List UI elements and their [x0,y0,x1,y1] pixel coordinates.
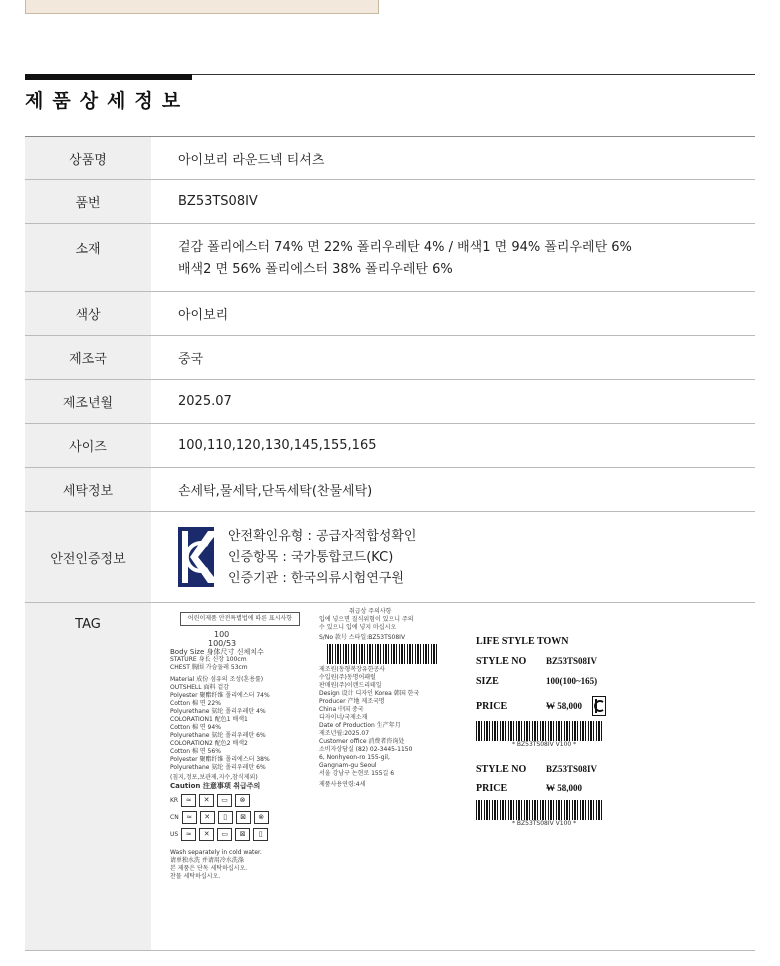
row-value: 손세탁,물세탁,단독세탁(찬물세탁) [151,468,755,512]
info-line: 디자이너/국제소재 [319,714,368,721]
size-value: 100(100~165) [546,676,598,686]
dry-icon: ▯ [253,828,268,841]
row-value: 중국 [151,336,755,380]
size-label: SIZE [476,676,499,687]
no-dryclean-icon: ⊗ [254,811,269,824]
row-value [151,224,755,292]
wash-note: 본 제품은 단독 세탁하십시오. [170,865,248,872]
iron-icon: ▭ [217,828,232,841]
material-line-2: 배색2 면 56% 폴리에스터 38% 폴리우레탄 6% [178,262,453,277]
price-value: ₩ 58,000 [546,783,582,793]
row-value [151,512,755,603]
info-line: 입에 넣으면 질식위험이 있으니 주의 [319,616,414,623]
row-value: BZ53TS08IV [151,180,755,224]
life-style: LIFE STYLE TOWN [476,636,569,647]
table-row [25,137,755,180]
row-value: 아이보리 라운드넥 티셔츠 [151,137,755,180]
style-no-row [476,764,626,775]
row-value: 2025.07 [151,380,755,424]
row-label: 안전인증정보 [25,512,151,603]
table-row [25,336,755,380]
row-label: TAG [25,603,151,951]
no-bleach-icon: ✕ [200,811,215,824]
no-bleach-icon: ✕ [199,828,214,841]
composition-line: Polyurethane 氨纶 폴리우레탄 6% [170,764,266,771]
info-label [319,608,454,808]
price-value: ₩ 58,000 [546,701,582,711]
no-tumble-icon: ⊠ [236,811,251,824]
info-line: Customer office 消费者咨询处 [319,738,405,745]
info-line: 판매원(주)이랜드리테일 [319,682,382,689]
section-accent-bar [25,74,192,80]
info-head: 취급상 주의사항 [349,608,392,615]
tag-photo-cell [151,603,755,951]
iron-icon: ▭ [217,794,232,807]
safety-item: 인증항목 : 국가통합코드(KC) [228,549,394,565]
section-title: 제품상세정보 [25,90,190,112]
spec-table [25,136,755,951]
barcode [476,800,604,820]
price-tag [476,636,626,754]
price-tag [476,764,626,839]
info-line: 소비자상담실 (82) 02-3445-1150 [319,746,413,753]
table-row [25,380,755,424]
care-label-title: 어린이제품 안전특별법에 따른 표시사항 [180,612,300,626]
wash-note: 찬물 세탁하십시오. [170,873,221,880]
composition-line: Polyester 聚酯纤维 폴리에스터 74% [170,692,270,699]
wash-note: 请单独水洗 并请用冷水洗涤 [170,857,244,864]
no-bleach-icon: ✕ [199,794,214,807]
style-no-label: STYLE NO [476,656,527,667]
info-line: 제조원(동형복장유한공사 [319,666,386,673]
table-row [25,424,755,468]
composition-line: COLORATION2 配色2 배색2 [170,740,248,747]
product-image-bottom-edge [25,0,379,14]
table-row [25,224,755,292]
hand-wash-icon: ≈ [181,794,196,807]
size-row [476,676,626,687]
table-row [25,180,755,224]
no-dryclean-icon: ⊗ [235,794,250,807]
barcode [476,721,604,741]
care-label-size: 100 [214,630,230,639]
info-line: 수 있으니 입에 넣지 마십시오 [319,624,397,631]
info-line: 서울 강남구 논현로 155길 6 [319,770,395,777]
wash-icon: ≈ [182,811,197,824]
info-line: 제품사용연령:4세 [319,781,366,788]
composition-line: Cotton 棉 면 94% [170,724,221,731]
row-label: 사이즈 [25,424,151,468]
body-size: Body Size 身体尺寸 신체치수 [170,648,264,656]
caution: Caution 注意事项 취급주의 [170,782,261,790]
row-label: 세탁정보 [25,468,151,512]
info-line: Date of Production 生产年月 [319,722,401,729]
composition-line: Cotton 棉 면 22% [170,700,221,707]
style-no-label: STYLE NO [476,764,527,775]
care-label-size2: 100/53 [208,639,237,648]
outshell: OUTSHELL 面料 겉감 [170,684,229,691]
info-line: 수입원(주)동명어패럴 [319,674,376,681]
info-line: China 中国 중국 [319,706,364,713]
care-label [170,612,320,942]
table-row [25,512,755,603]
safety-agency: 인증기관 : 한국의류시험연구원 [228,570,404,586]
care-country-us: US [170,830,179,838]
origin-note: (침지,정포,보관제,지수,참식제외) [170,774,258,781]
kc-certification [178,526,754,589]
table-row [25,603,755,951]
table-row [25,468,755,512]
barcode-text: * BZ53TS08IV V100 * [512,820,577,827]
material-line-1: 겉감 폴리에스터 74% 면 22% 폴리우레탄 4% / 배색1 면 94% 폴리우레탄 6% [178,240,632,255]
row-label: 품번 [25,180,151,224]
price-row [476,783,626,794]
composition-line: Polyurethane 氨纶 폴리우레탄 4% [170,708,266,715]
style-no-value: BZ53TS08IV [546,656,598,666]
barcode-text: * BZ53TS08IV V100 * [512,741,577,748]
care-symbols-us [170,828,320,841]
barcode [327,644,437,664]
kc-mark-icon [592,696,606,716]
composition-line: Polyurethane 氨纶 폴리우레탄 6% [170,732,266,739]
wash-note: Wash separately in cold water. [170,849,262,856]
price-label: PRICE [476,783,508,794]
composition-line: Cotton 棉 면 56% [170,748,221,755]
care-country-cn: CN [170,813,179,821]
safety-type: 안전확인유형 : 공급자적합성확인 [228,528,417,544]
chest: CHEST 胸围 가슴둘레 53cm [170,664,248,671]
info-line: Producer 产地 제조국명 [319,698,385,705]
info-line: 제조년월:2025.07 [319,730,370,737]
care-country-kr: KR [170,796,179,804]
composition-line: COLORATION1 配色1 배색1 [170,716,248,723]
style-no-row [476,656,626,667]
tag-photo [151,604,754,949]
row-label: 제조국 [25,336,151,380]
style-no-value: BZ53TS08IV [546,764,598,774]
dry-icon: ▯ [218,811,233,824]
row-value: 아이보리 [151,292,755,336]
price-row [476,696,626,716]
info-line: Design 设计 디자인 Korea 韩国 한국 [319,690,420,697]
kc-mark-icon [178,527,214,587]
row-label: 색상 [25,292,151,336]
info-line: 6, Nonhyeon-ro 155-gil, [319,754,390,761]
stature: STATURE 身长 신장 100cm [170,656,247,663]
care-symbols-kr [170,794,320,807]
price-label: PRICE [476,700,508,712]
composition-line: Polyester 聚酯纤维 폴리에스터 38% [170,756,270,763]
material-head: Material 成份 섬유의 조성(혼용률) [170,676,264,683]
info-line: Gangnam-gu Seoul [319,762,377,769]
style-sn: S/No 款号 스타일:BZ53TS08IV [319,634,406,641]
row-value: 100,110,120,130,145,155,165 [151,424,755,468]
row-label: 소재 [25,224,151,292]
no-tumble-icon: ⊠ [235,828,250,841]
care-symbols-cn [170,811,320,824]
wash-icon: ≈ [181,828,196,841]
row-label: 제조년월 [25,380,151,424]
table-row [25,292,755,336]
row-label: 상품명 [25,137,151,180]
